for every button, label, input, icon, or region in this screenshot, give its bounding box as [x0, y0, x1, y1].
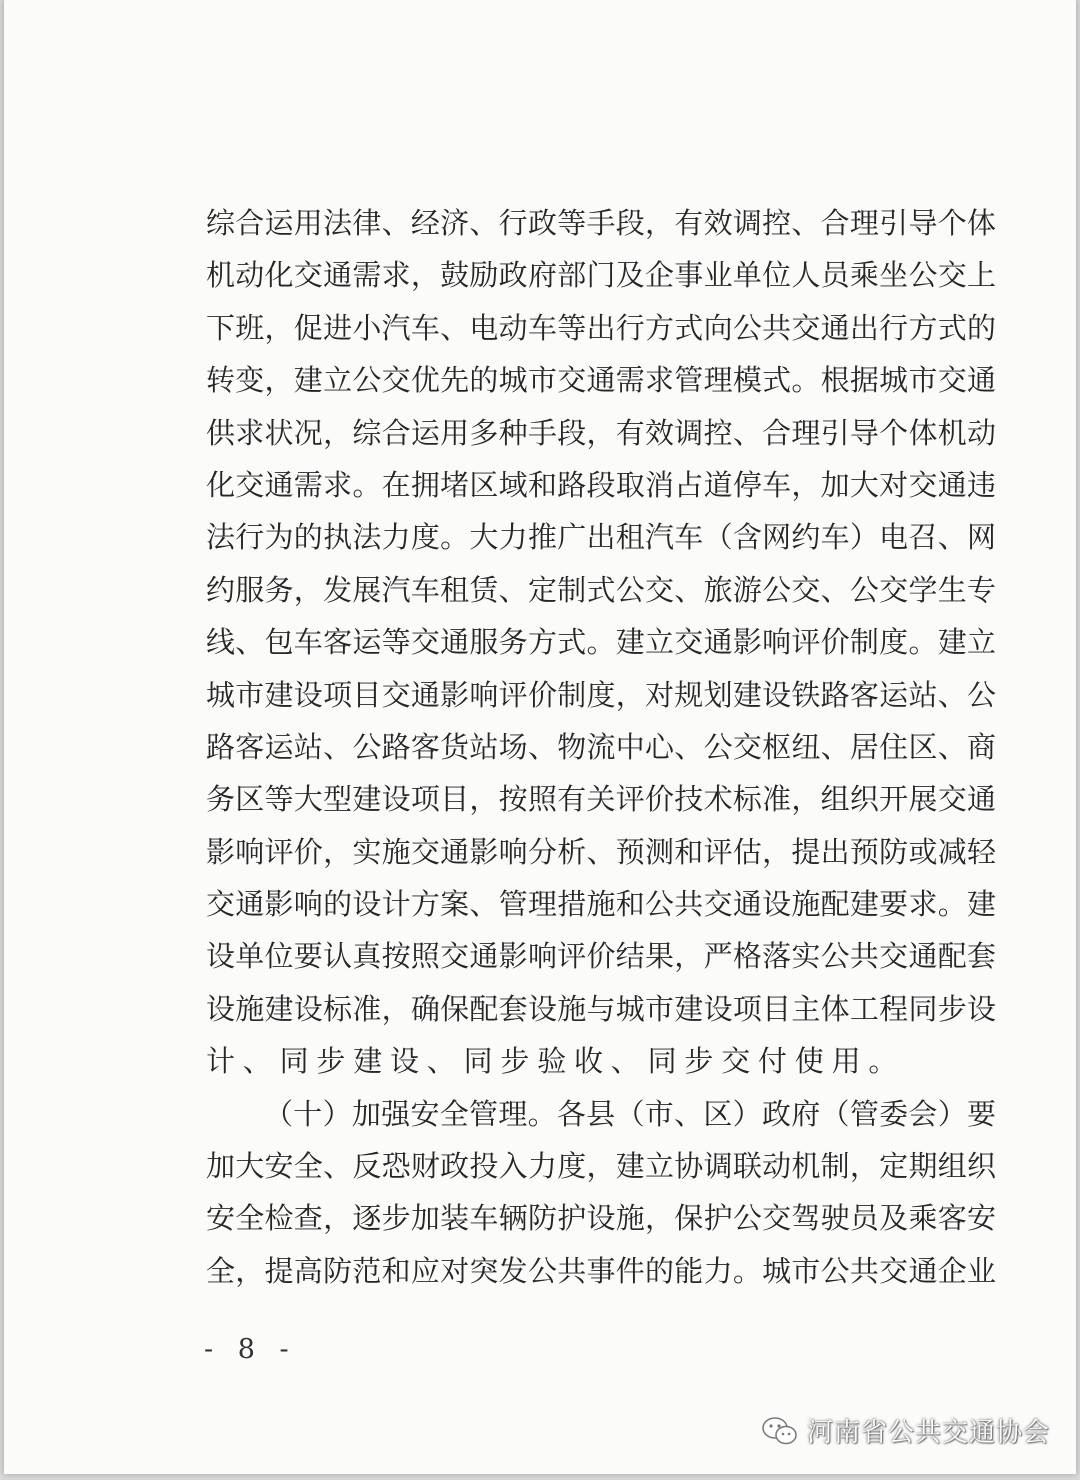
- text-line: 设单位要认真按照交通影响评价结果，严格落实公共交通配套: [206, 939, 996, 974]
- text-line: 加大安全、反恐财政投入力度，建立协调联动机制，定期组织: [206, 1149, 996, 1184]
- text-line: 城市建设项目交通影响评价制度，对规划建设铁路客运站、公: [206, 677, 996, 712]
- watermark-text: 河南省公共交通协会: [806, 1418, 1050, 1448]
- text-line: 影响评价，实施交通影响分析、预测和评估，提出预防或减轻: [206, 834, 996, 869]
- page-number: - 8 -: [204, 1334, 297, 1365]
- text-line: 约服务，发展汽车租赁、定制式公交、旅游公交、公交学生专: [206, 572, 996, 607]
- text-line: 法行为的执法力度。大力推广出租汽车（含网约车）电召、网: [206, 520, 996, 555]
- text-line: 线、包车客运等交通服务方式。建立交通影响评价制度。建立: [206, 625, 996, 660]
- text-line: 供求状况，综合运用多种手段，有效调控、合理引导个体机动: [206, 415, 996, 450]
- wechat-logo-icon: [761, 1416, 799, 1446]
- text-line: 机动化交通需求，鼓励政府部门及企事业单位人员乘坐公交上: [206, 258, 996, 293]
- text-line: 下班，促进小汽车、电动车等出行方式向公共交通出行方式的: [206, 310, 996, 345]
- text-line: 转变，建立公交优先的城市交通需求管理模式。根据城市交通: [206, 363, 996, 398]
- watermark: [761, 1412, 1050, 1449]
- text-line: 设施建设标准，确保配套设施与城市建设项目主体工程同步设: [206, 991, 996, 1026]
- text-line: 全，提高防范和应对突发公共事件的能力。城市公共交通企业: [206, 1253, 996, 1288]
- body-text: [206, 197, 996, 1297]
- text-line: 交通影响的设计方案、管理措施和公共交通设施配建要求。建: [206, 887, 996, 922]
- section-heading-line: （十）加强安全管理。各县（市、区）政府（管委会）要: [264, 1096, 996, 1131]
- document-page: [4, 0, 1076, 1474]
- text-line: 综合运用法律、经济、行政等手段，有效调控、合理引导个体: [206, 206, 996, 240]
- text-line: 化交通需求。在拥堵区域和路段取消占道停车，加大对交通违: [206, 467, 996, 502]
- text-line: 务区等大型建设项目，按照有关评价技术标准，组织开展交通: [206, 782, 996, 817]
- text-line: 计、同步建设、同步验收、同步交付使用。: [206, 1044, 906, 1079]
- text-line: 路客运站、公路客货站场、物流中心、公交枢纽、居住区、商: [206, 729, 996, 764]
- text-line: 安全检查，逐步加装车辆防护设施，保护公交驾驶员及乘客安: [206, 1201, 996, 1236]
